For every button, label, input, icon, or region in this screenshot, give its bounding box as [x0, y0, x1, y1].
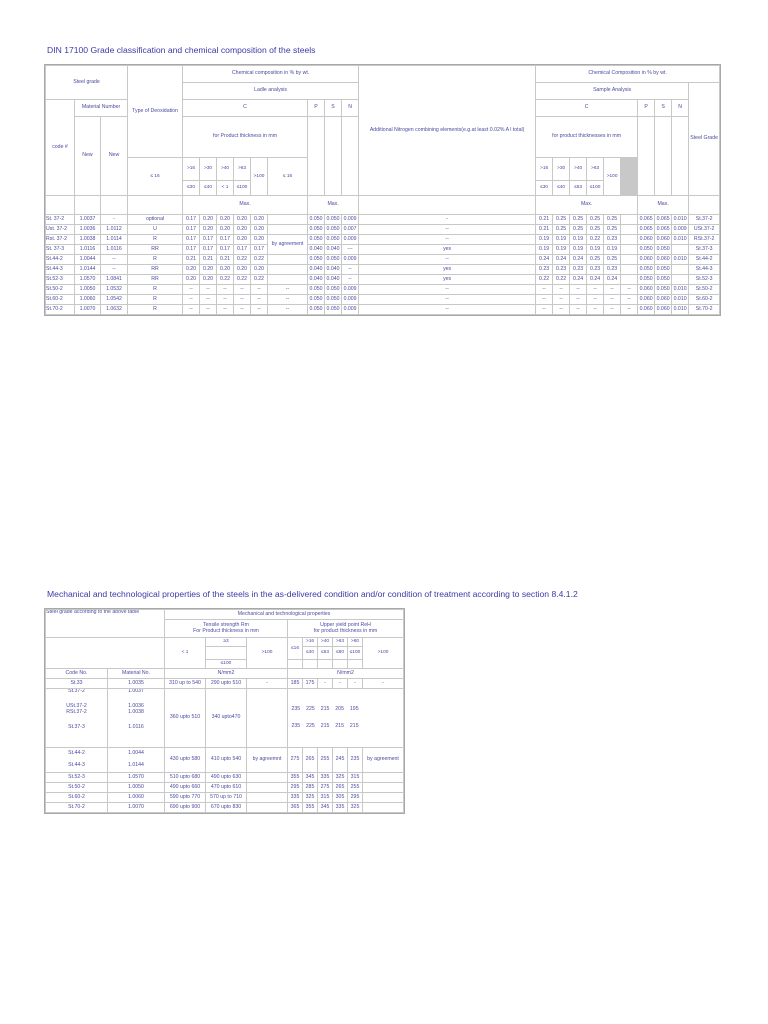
code-no-header: Code No. [46, 669, 107, 678]
table2-title: Mechanical and technological properties of the steels in the as-delivered condition and/or condition of treatment according to section 8.4.1.2 [47, 589, 578, 599]
table-row-group: St.44-2 St.44-3 1.0044 1.0144 430 upto 580 410 upto 540 by agreemnt 275 265 255 245 235 by agreement [46, 748, 403, 772]
yield-le63: ≤63 [318, 647, 332, 659]
table1-title: DIN 17100 Grade classification and chemical composition of the steels [47, 45, 316, 55]
max-sample-psn: Max. [638, 196, 688, 214]
table-row: Rst. 37-2 1.0038 1.0114 R 0.17 0.17 0.17 0.20 0.20 by agreement 0.050 0.050 0.009 -- 0.19 0.19 0.19 0.22 0.23 0.060 0.060 0.010 RSt.37-2 [46, 235, 719, 244]
n2-header: N [672, 100, 688, 116]
chemical-composition-table [44, 64, 721, 316]
chem-ladle-header: Chemical composition in % by wt. [183, 66, 358, 82]
table-row: St. 37-2 1.0037 - optional 0.17 0.20 0.20 0.20 0.20 0.050 0.050 0.009 - 0.21 0.25 0.25 0.25 0.25 0.065 0.065 0.010 St.37-2 [46, 215, 719, 224]
tensile-gt100: >100 [247, 638, 287, 668]
yield-le16: ≤16 [288, 638, 302, 659]
product-thickness-header: for Product thickness in mm [183, 117, 307, 157]
tensile-unit: N/mm2 [165, 669, 287, 678]
th-gt40: >40 [217, 158, 233, 180]
sth-le100: ≤100 [587, 181, 603, 195]
table-row: St.33 1.0035 310 up to 540 290 upto 510 - 185 175 - - - - [46, 679, 403, 688]
table-row: St.70-2 1.0070 690 upto 900 670 upto 830 365 355 345 335 325 [46, 803, 403, 812]
product-thicknesses-header: for product thicknesses in mm [536, 117, 637, 157]
table-row: St.52-3 1.0570 510 upto 680 490 upto 630 355 345 335 325 315 [46, 773, 403, 782]
group1-codes: St.37-2 USt.37-2 RSt.37-2 St.37-3 [46, 689, 107, 747]
group1-yield-grid: 235 225 215 205 195 235 225 215 215 215 [288, 701, 403, 736]
steel-grade-header: Steel grade [46, 66, 127, 99]
tensile-header: Tensile strength Rm For Product thickness in mm [165, 620, 287, 637]
th-le100: ≤100 [234, 181, 250, 195]
group1-yield [288, 689, 403, 747]
tensile-ge3: ≥3 [206, 638, 246, 646]
sth-gt40: >40 [570, 158, 586, 180]
code-header: code # [46, 100, 74, 195]
c-header: C [183, 100, 307, 116]
tensile-le100: ≤100 [206, 660, 246, 668]
table-row: Ust. 37-2 1.0036 1.0112 U 0.17 0.20 0.20 0.20 0.20 0.050 0.050 0.007 -- 0.21 0.25 0.25 0.25 0.25 0.065 0.065 0.009 USt.37-2 [46, 225, 719, 234]
p-header: P [308, 100, 324, 116]
sth-gt63: >63 [587, 158, 603, 180]
th-lt1: < 1 [217, 181, 233, 195]
yield-unit: N/mm2 [288, 669, 403, 678]
table-row: St.60-2 1.0060 1.0542 R -- -- -- -- -- -- 0.050 0.050 0.009 -- -- -- -- -- -- -- 0.060 0.060 0.010 St.60-2 [46, 295, 719, 304]
steel-grade-right-header: Steel Grade [689, 83, 719, 195]
s-header: S [325, 100, 341, 116]
by-agreement-note: by agreement [268, 235, 307, 254]
yield-header: Upper yield point ReH for product thickness in mm [288, 620, 403, 637]
max-ladle-c: Max. [183, 196, 307, 214]
sth-le63: ≤63 [570, 181, 586, 195]
yield-gt80: >80 [348, 638, 362, 646]
new-b-header: New [101, 117, 127, 195]
group2-materials: 1.0044 1.0144 [108, 748, 164, 772]
table-row: St.50-2 1.0050 1.0532 R -- -- -- -- -- -- 0.050 0.050 0.009 -- -- -- -- -- -- -- 0.060 0.050 0.010 St.50-2 [46, 285, 719, 294]
th-le30: ≤30 [183, 181, 199, 195]
table-row: St.44-2 1.0044 -- R 0.21 0.21 0.21 0.22 0.22 0.050 0.050 0.009 -- 0.24 0.24 0.24 0.25 0.25 0.060 0.060 0.010 St.44-2 [46, 255, 719, 264]
th-gt63: >63 [234, 158, 250, 180]
table-row: St.60-2 1.0060 590 upto 770 570 up to 710 335 325 315 305 295 [46, 793, 403, 802]
th-gt100: >100 [251, 158, 267, 195]
sth-gt30: >30 [553, 158, 569, 180]
new-a-header: New [75, 117, 100, 195]
tensile-lt1: < 1 [165, 638, 205, 668]
group1-materials: 1.0037 1.0036 1.0038 1.0116 [108, 689, 164, 747]
sth-le30: ≤30 [536, 181, 552, 195]
th-le16: ≤ 16 [128, 158, 182, 195]
c2-header: C [536, 100, 637, 116]
additional-nitrogen-header: Additional Nitrogen combining elements(e.g.at least 0.02% A l total) [359, 66, 535, 195]
table-row-group: St.37-2 USt.37-2 RSt.37-2 St.37-3 1.0037 1.0036 1.0038 1.0116 360 upto 510 340 upto470 235 225 215 205 195 235 225 215 215 215 [46, 689, 403, 747]
table-row: St. 37-3 1.0116 1.0116 RR 0.17 0.17 0.17 0.17 0.17 0.040 0.040 --- yes 0.19 0.19 0.19 0.19 0.19 0.050 0.050 St.37-3 [46, 245, 719, 254]
yield-gt16: >16 [303, 638, 317, 646]
table-row: St.50-2 1.0050 490 upto 660 470 upto 610 295 285 275 265 255 [46, 783, 403, 792]
max-sample-c: Max. [536, 196, 637, 214]
s2-header: S [655, 100, 671, 116]
chem-sample-header: Chemical Composition in % by wt. [536, 66, 719, 82]
th-le40: ≤40 [200, 181, 216, 195]
group2-codes: St.44-2 St.44-3 [46, 748, 107, 772]
sth-le40: ≤40 [553, 181, 569, 195]
yield-gt63: >63 [333, 638, 347, 646]
sth-gt16: >16 [536, 158, 552, 180]
p2-header: P [638, 100, 654, 116]
steel-grade-ref-header: Steel grade according to the above table [46, 610, 164, 637]
table-row: St.70-2 1.0070 1.0632 R -- -- -- -- -- -- 0.050 0.050 0.009 -- -- -- -- -- -- -- 0.060 0.060 0.010 St.70-2 [46, 305, 719, 314]
sth-le16: ≤ 16 [268, 158, 307, 195]
table-row: St.44-3 1.0144 -- RR 0.20 0.20 0.20 0.20 0.20 0.040 0.040 -- yes 0.23 0.23 0.23 0.23 0.23 0.050 0.050 St.44-3 [46, 265, 719, 274]
max-ladle-psn: Max. [308, 196, 358, 214]
table-row: St.52-3 1.0570 1.0841 RR 0.20 0.20 0.22 0.22 0.22 0.040 0.040 -- yes 0.22 0.22 0.24 0.24 0.24 0.050 0.050 St.52-3 [46, 275, 719, 284]
yield-le40: ≤40 [303, 647, 317, 659]
mech-props-header: Mechanical and technological properties [165, 610, 403, 619]
th-gt30: >30 [200, 158, 216, 180]
yield-le80: ≤80 [333, 647, 347, 659]
n-header: N [342, 100, 358, 116]
deoxidation-header: Type of Deoxidation [128, 66, 182, 157]
ladle-analysis-header: Ladle analysis [183, 83, 358, 99]
sample-analysis-header: Sample Analysis [536, 83, 688, 99]
yield-gt100: >100 [363, 638, 403, 668]
material-no-header: Material No. [108, 669, 164, 678]
sth-gt100: >100 [604, 158, 620, 195]
yield-le100: ≤100 [348, 647, 362, 659]
th-gt16: >16 [183, 158, 199, 180]
mechanical-properties-table [44, 608, 405, 814]
yield-gt40: >40 [318, 638, 332, 646]
material-number-header: Material Number [75, 100, 127, 116]
